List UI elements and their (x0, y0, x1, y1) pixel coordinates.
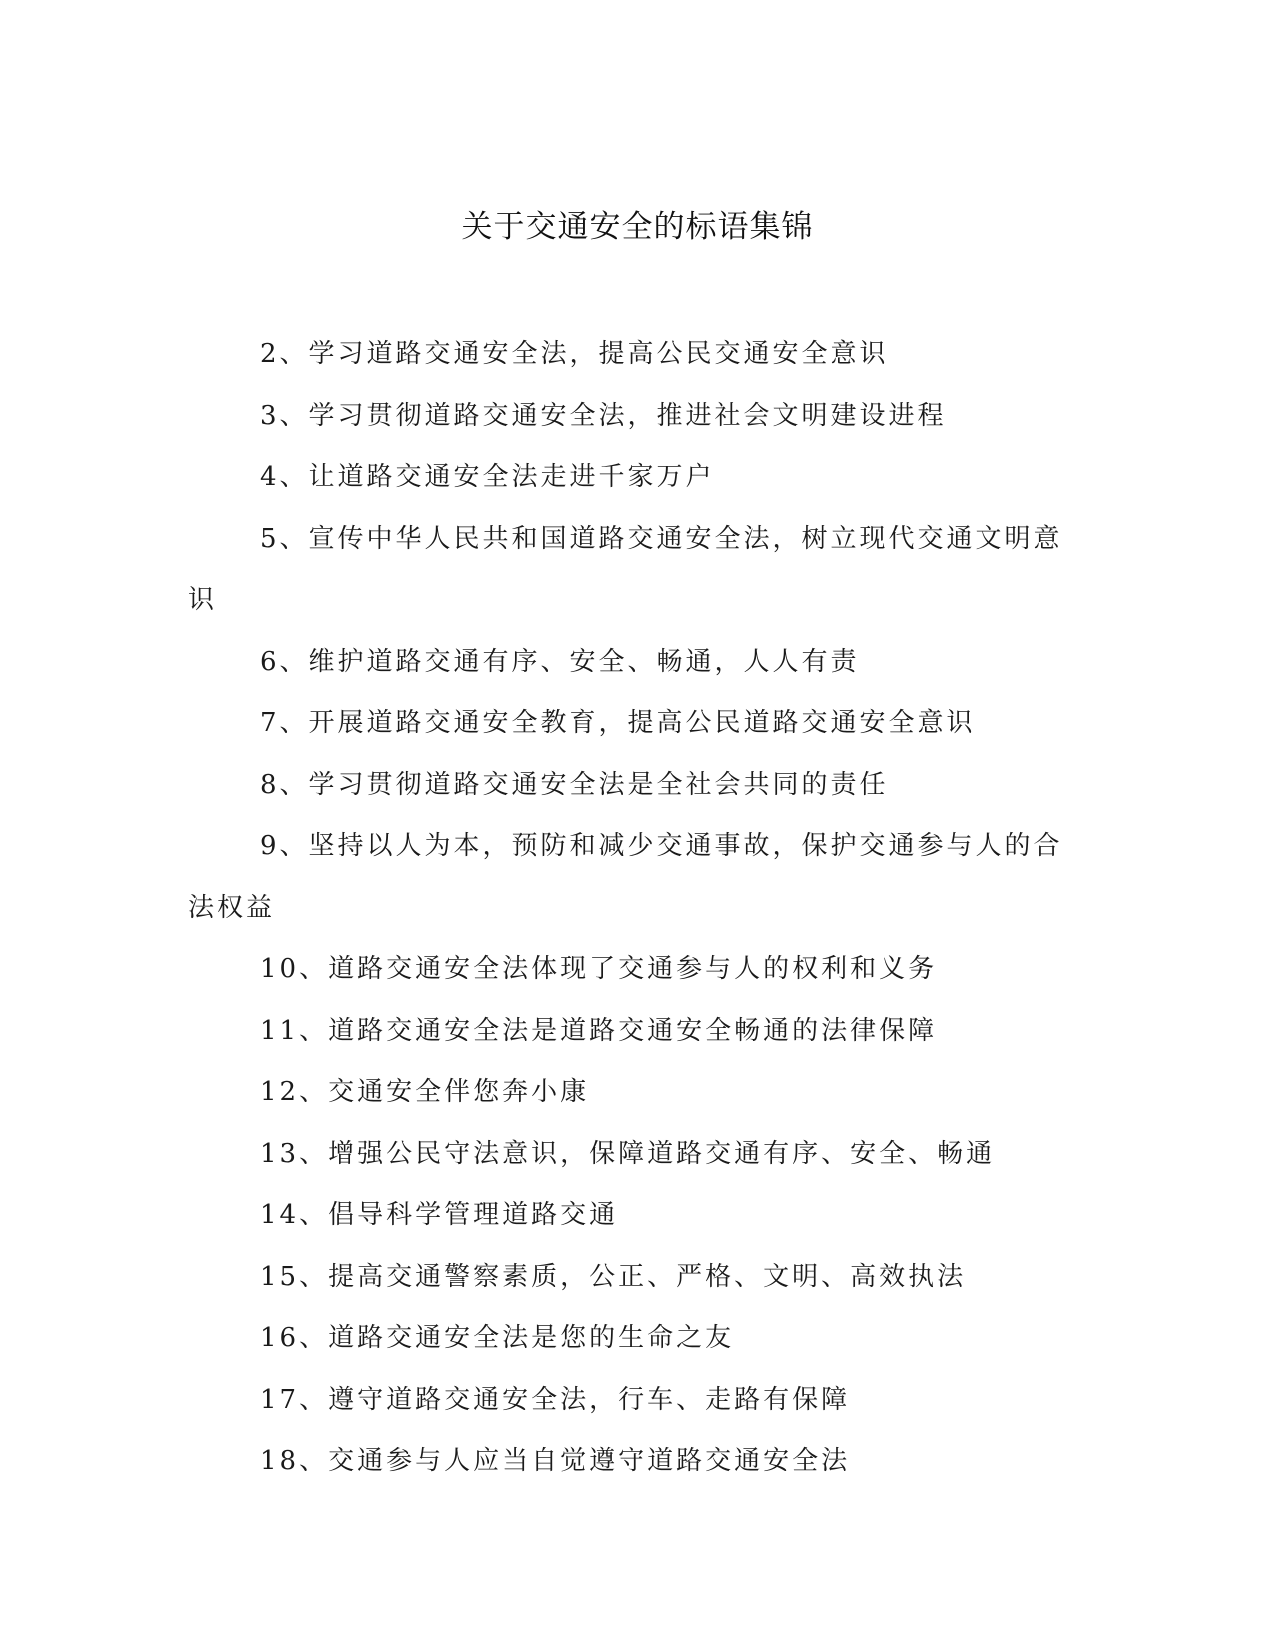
document-title: 关于交通安全的标语集锦 (461, 209, 814, 245)
slogan-list (188, 324, 1068, 1493)
slogan-item: 2、学习道路交通安全法，提高公民交通安全意识 (260, 339, 889, 369)
slogan-item: 17、遵守道路交通安全法，行车、走路有保障 (260, 1384, 851, 1415)
slogan-item: 5、宣传中华人民共和国道路交通安全法，树立现代交通文明意识 (188, 523, 1063, 615)
slogan-item: 18、交通参与人应当自觉遵守道路交通安全法 (260, 1446, 851, 1476)
slogan-item: 4、让道路交通安全法走进千家万户 (260, 462, 715, 492)
slogan-item: 12、交通安全伴您奔小康 (260, 1077, 590, 1107)
slogan-item: 11、道路交通安全法是道路交通安全畅通的法律保障 (260, 1015, 938, 1046)
slogan-item: 9、坚持以人为本，预防和减少交通事故，保护交通参与人的合法权益 (188, 831, 1063, 923)
slogan-item: 15、提高交通警察素质，公正、严格、文明、高效执法 (260, 1261, 967, 1292)
slogan-item: 8、学习贯彻道路交通安全法是全社会共同的责任 (260, 769, 889, 800)
slogan-item: 3、学习贯彻道路交通安全法，推进社会文明建设进程 (260, 400, 947, 431)
slogan-item: 16、道路交通安全法是您的生命之友 (260, 1323, 735, 1353)
slogan-item: 13、增强公民守法意识，保障道路交通有序、安全、畅通 (260, 1138, 996, 1169)
slogan-item: 14、倡导科学管理道路交通 (260, 1200, 619, 1230)
slogan-item: 6、维护道路交通有序、安全、畅通，人人有责 (260, 646, 860, 677)
slogan-item: 10、道路交通安全法体现了交通参与人的权利和义务 (260, 954, 938, 984)
slogan-item: 7、开展道路交通安全教育，提高公民道路交通安全意识 (260, 708, 976, 738)
